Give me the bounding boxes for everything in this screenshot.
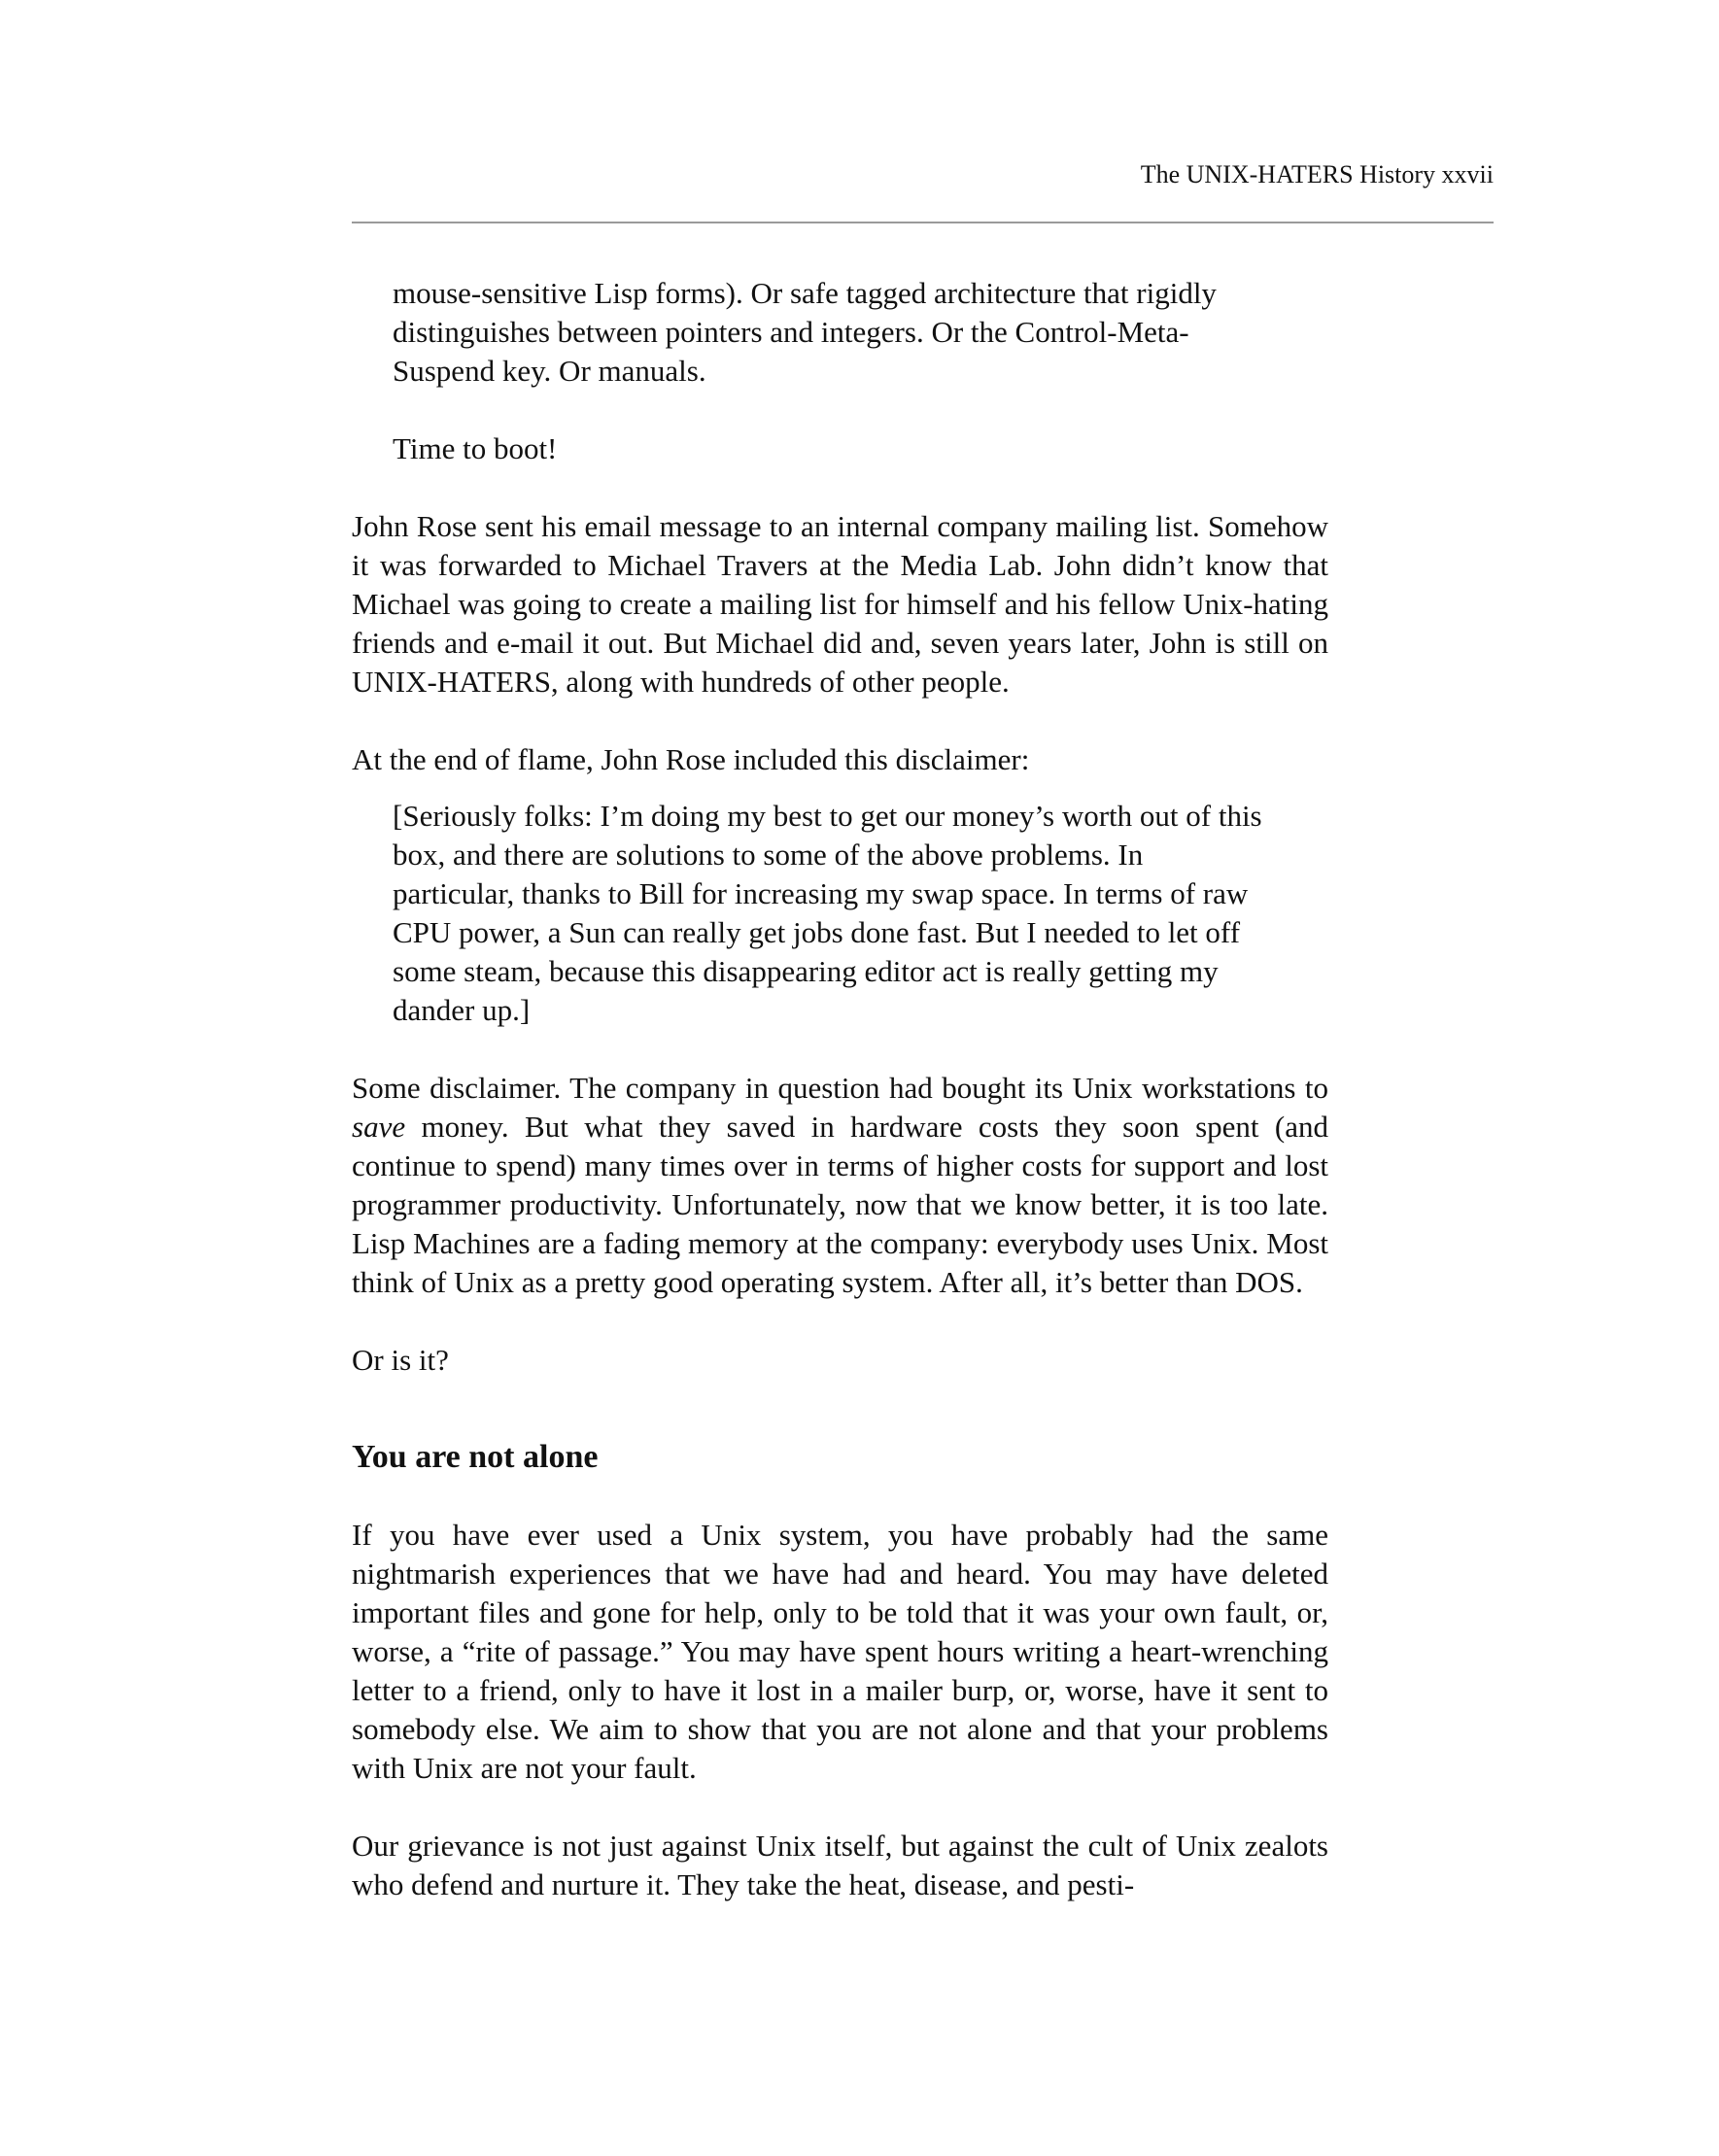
paragraph-disclaimer-intro: At the end of flame, John Rose included this disclaimer: [352,742,1030,776]
block-quote-time-to-boot: Time to boot! [393,431,558,465]
emphasis-save: save [352,1110,406,1144]
paragraph-some-disclaimer-rest: money. But what they saved in hardware costs they soon spent (and continue to spend) many times over in terms of higher costs for support and lost programmer productivity. Unfortunately, now that we know better, it is too late. Lisp Machines are a fading memory at the company: everybody uses Unix. Most think of Unix as a pretty good operating system. After all, it’s better than DOS. [352,1110,1328,1299]
paragraph-nightmarish-experiences: If you have ever used a Unix system, you have probably had the same nightmarish experiences that we have had and heard. You may have deleted important files and gone for help, only to be told that it was your own fault, or, worse, a “rite of passage.” You may have spent hours writing a heart-wrenching letter to a friend, only to have it lost in a mailer burp, or, worse, have it sent to somebody else. We aim to show that you are not alone and that your problems with Unix are not your fault. [352,1518,1328,1785]
paragraph-our-grievance: Our grievance is not just against Unix itself, but against the cult of Unix zealots who defend and nurture it. They take the heat, disease, and pesti- [352,1829,1328,1901]
paragraph-or-is-it: Or is it? [352,1343,449,1377]
paragraph-john-rose-email: John Rose sent his email message to an internal company mailing list. Somehow it was forwarded to Michael Travers at the Media Lab. John didn’t know that Michael was going to create a mailing list for himself and his fellow Unix-hating friends and e-mail it out. But Michael did and, seven years later, John is still on UNIX-HATERS, along with hundreds of other people. [352,509,1328,699]
paragraph-some-disclaimer-start: Some disclaimer. The company in question had bought its Unix workstations to [352,1071,1328,1105]
section-heading: You are not alone [352,1439,599,1475]
block-quote-disclaimer: [Seriously folks: I’m doing my best to get our money’s worth out of this box, and there are solutions to some of the above problems. In particular, thanks to Bill for increasing my swap space. In terms of raw CPU power, a Sun can really get jobs done fast. But I needed to let off some steam, because this disappearing editor act is really getting my dander up.] [393,799,1262,1027]
header-rule [352,222,1494,223]
block-quote-lisp-features: mouse-sensitive Lisp forms). Or safe tagged architecture that rigidly distinguishes between pointers and integers. Or the Control-Meta-Suspend key. Or manuals. [393,276,1217,388]
paragraph-some-disclaimer [352,1069,1328,1302]
body-text [352,274,1328,1943]
running-header: The UNIX-HATERS History xxvii [1140,160,1494,188]
